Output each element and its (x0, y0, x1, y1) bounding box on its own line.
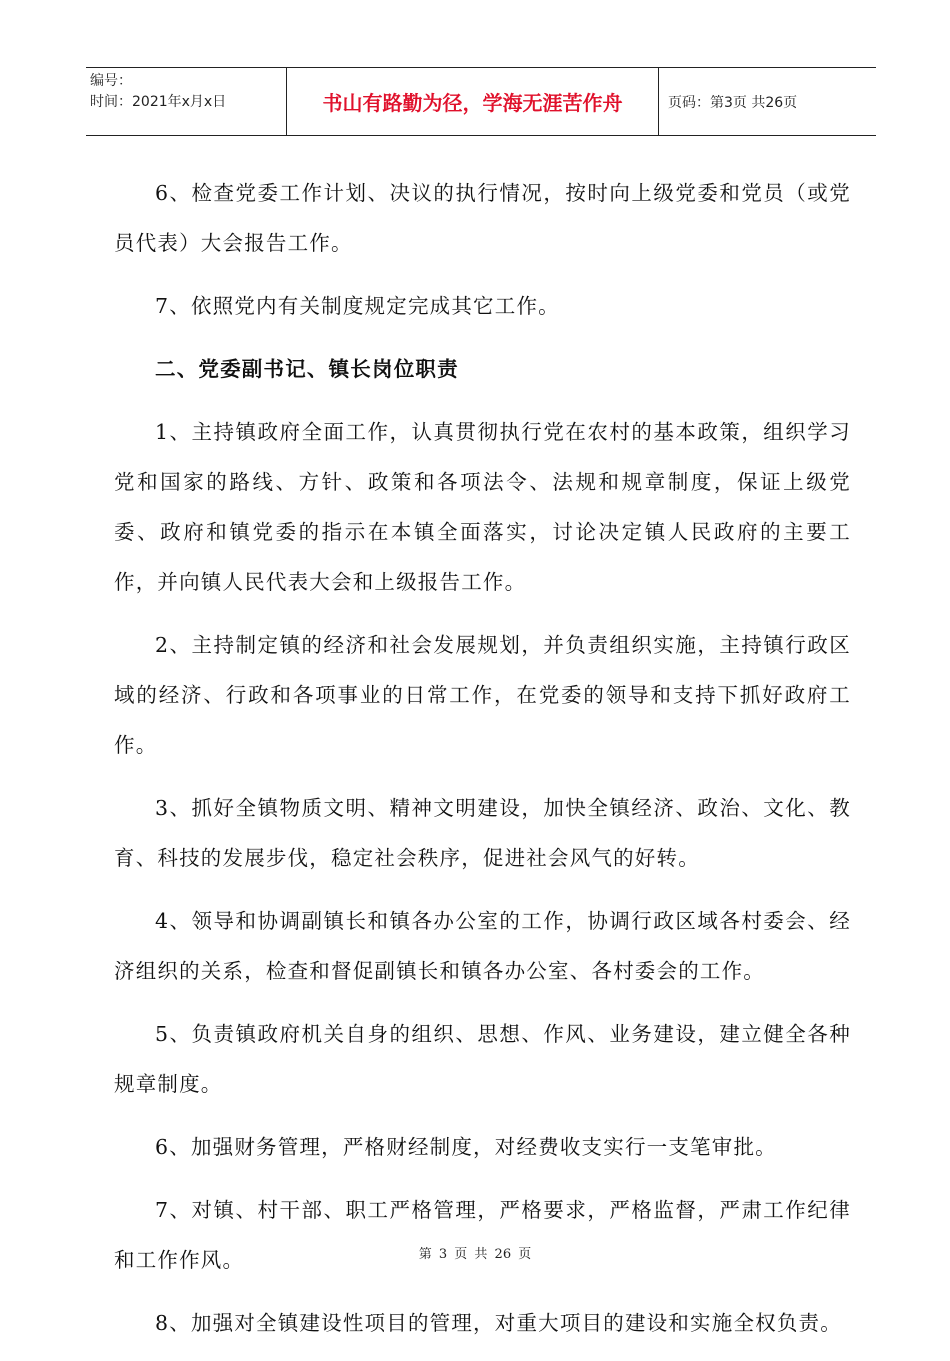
motto-text: 书山有路勤为径，学海无涯苦作舟 (322, 91, 623, 115)
header-meta (86, 68, 287, 135)
page-footer: 第 3 页 共 26 页 (418, 1247, 532, 1262)
paragraph: 4、领导和协调副镇长和镇各办公室的工作，协调行政区域各村委会、经济组织的关系，检查和督促副镇长和镇各办公室、各村委会的工作。 (114, 909, 851, 983)
header-page-info (659, 68, 876, 135)
document-body (114, 168, 851, 1361)
paragraph: 7、对镇、村干部、职工严格管理，严格要求，严格监督，严肃工作纪律和工作作风。 (114, 1198, 851, 1272)
paragraph: 1、主持镇政府全面工作，认真贯彻执行党在农村的基本政策，组织学习党和国家的路线、方针、政策和各项法令、法规和规章制度，保证上级党委、政府和镇党委的指示在本镇全面落实，讨论决定镇人民政府的主要工作，并向镇人民代表大会和上级报告工作。 (114, 420, 851, 594)
time-label: 时间：2021年x月x日 (90, 94, 227, 110)
paragraph: 2、主持制定镇的经济和社会发展规划，并负责组织实施，主持镇行政区域的经济、行政和各项事业的日常工作，在党委的领导和支持下抓好政府工作。 (114, 633, 851, 757)
paragraph: 6、加强财务管理，严格财经制度，对经费收支实行一支笔审批。 (155, 1135, 777, 1159)
paragraph: 8、加强对全镇建设性项目的管理，对重大项目的建设和实施全权负责。 (155, 1311, 842, 1335)
paragraph: 3、抓好全镇物质文明、精神文明建设，加快全镇经济、政治、文化、教育、科技的发展步伐，稳定社会秩序，促进社会风气的好转。 (114, 796, 851, 870)
serial-label: 编号： (90, 73, 132, 89)
paragraph: 6、检查党委工作计划、决议的执行情况，按时向上级党委和党员（或党员代表）大会报告工作。 (114, 181, 851, 255)
header-motto (287, 68, 659, 135)
paragraph: 5、负责镇政府机关自身的组织、思想、作风、业务建设，建立健全各种规章制度。 (114, 1022, 851, 1096)
page-info-text: 页码：第3页 共26页 (668, 94, 798, 111)
section-heading: 二、党委副书记、镇长岗位职责 (155, 357, 459, 381)
page-header (86, 67, 876, 136)
paragraph: 7、依照党内有关制度规定完成其它工作。 (155, 294, 560, 318)
